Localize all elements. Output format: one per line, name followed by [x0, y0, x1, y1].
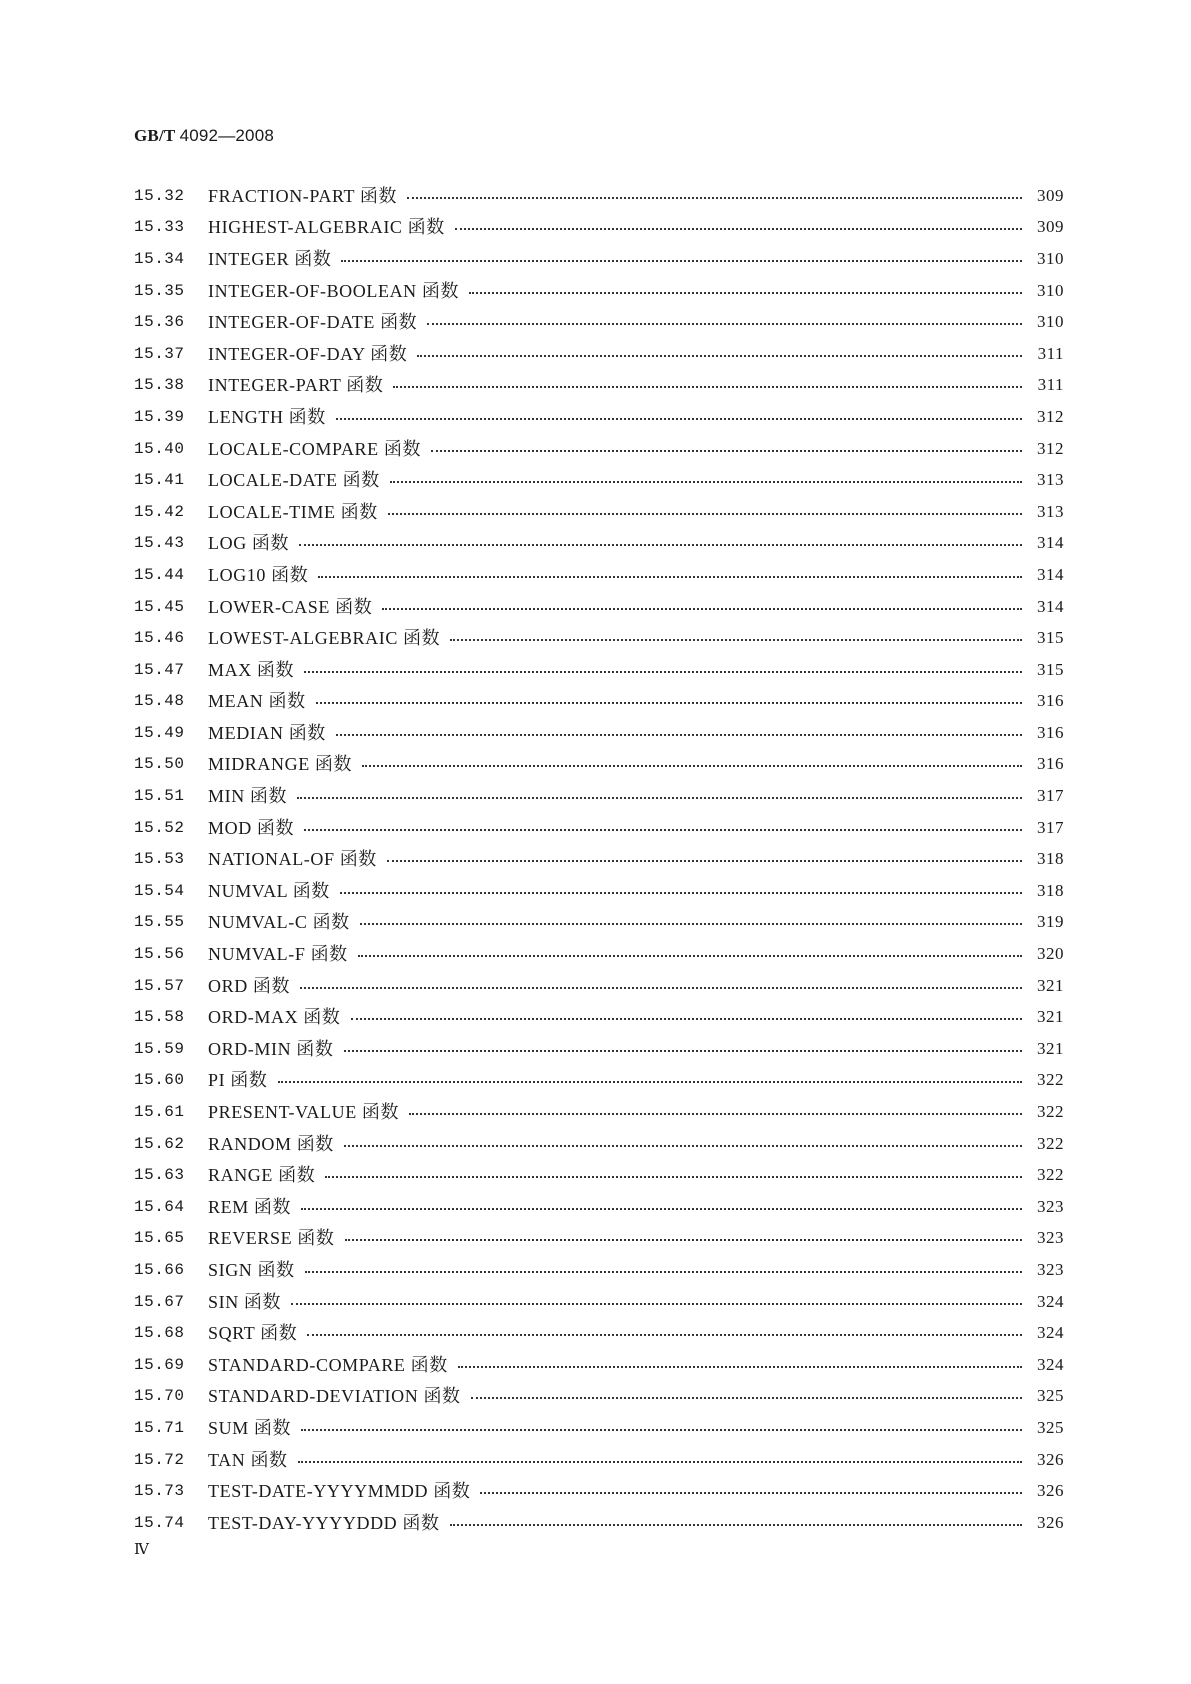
toc-entry-title: LOCALE-COMPARE 函数	[208, 438, 422, 459]
toc-entry-number: 15.46	[134, 629, 185, 648]
toc-entry-title: LOWEST-ALGEBRAIC 函数	[208, 628, 441, 649]
toc-entry-number: 15.50	[134, 755, 185, 774]
toc-entry-page: 326	[1037, 1449, 1064, 1469]
toc-entry-title: NATIONAL-OF 函数	[208, 849, 377, 870]
toc-entry-title: MIDRANGE 函数	[208, 754, 353, 775]
toc-entry-number: 15.68	[134, 1324, 185, 1343]
toc-dot-leader	[471, 1397, 1022, 1399]
toc-entry[interactable]	[134, 686, 1064, 718]
toc-entry-number: 15.38	[134, 376, 185, 395]
toc-entry-title: STANDARD-COMPARE 函数	[208, 1354, 448, 1375]
toc-entry-page: 310	[1037, 280, 1064, 300]
toc-entry-page: 318	[1037, 849, 1064, 869]
toc-entry-page: 310	[1037, 312, 1064, 332]
toc-entry-number: 15.64	[134, 1197, 185, 1216]
toc-entry-number: 15.53	[134, 850, 185, 869]
toc-entry-page: 321	[1037, 975, 1064, 995]
toc-entry[interactable]	[134, 938, 1064, 970]
toc-entry[interactable]	[134, 875, 1064, 907]
toc-entry-page: 321	[1037, 1007, 1064, 1027]
toc-dot-leader	[344, 1145, 1022, 1147]
toc-entry[interactable]	[134, 528, 1064, 560]
toc-entry-title: INTEGER-OF-DAY 函数	[208, 343, 408, 364]
toc-dot-leader	[431, 450, 1022, 452]
toc-entry-page: 313	[1037, 501, 1064, 521]
table-of-contents	[134, 180, 1064, 1539]
toc-entry-number: 15.49	[134, 723, 185, 742]
toc-dot-leader	[304, 829, 1022, 831]
toc-entry-page: 310	[1037, 248, 1064, 268]
toc-entry-number: 15.45	[134, 597, 185, 616]
toc-entry-page: 315	[1037, 659, 1064, 679]
toc-entry[interactable]	[134, 1349, 1064, 1381]
toc-entry-title: NUMVAL-F 函数	[208, 944, 348, 965]
toc-dot-leader	[387, 860, 1022, 862]
toc-dot-leader	[344, 1050, 1023, 1052]
toc-entry-number: 15.61	[134, 1103, 185, 1122]
toc-dot-leader	[301, 1429, 1022, 1431]
toc-dot-leader	[307, 1334, 1022, 1336]
toc-entry-page: 322	[1037, 1133, 1064, 1153]
toc-dot-leader	[455, 228, 1022, 230]
toc-entry[interactable]	[134, 1191, 1064, 1223]
toc-entry-title: LOG10 函数	[208, 564, 309, 585]
toc-entry-page: 312	[1037, 438, 1064, 458]
toc-dot-leader	[388, 513, 1022, 515]
toc-entry[interactable]	[134, 1381, 1064, 1413]
toc-entry-page: 313	[1037, 470, 1064, 490]
toc-entry-title: SIGN 函数	[208, 1259, 295, 1280]
toc-entry-number: 15.69	[134, 1355, 185, 1374]
toc-entry[interactable]	[134, 1128, 1064, 1160]
toc-entry-number: 15.32	[134, 186, 185, 205]
toc-entry-title: FRACTION-PART 函数	[208, 185, 398, 206]
toc-entry-title: REVERSE 函数	[208, 1228, 335, 1249]
toc-entry-number: 15.55	[134, 913, 185, 932]
toc-entry-page: 323	[1037, 1196, 1064, 1216]
toc-entry-page: 311	[1037, 343, 1064, 363]
toc-entry-page: 325	[1037, 1417, 1064, 1437]
toc-entry-page: 326	[1037, 1481, 1064, 1501]
toc-entry[interactable]	[134, 180, 1064, 212]
toc-entry-title: INTEGER-OF-BOOLEAN 函数	[208, 280, 460, 301]
toc-entry-number: 15.34	[134, 249, 185, 268]
toc-entry-title: MOD 函数	[208, 817, 295, 838]
toc-entry-title: SQRT 函数	[208, 1323, 298, 1344]
toc-entry-page: 325	[1037, 1386, 1064, 1406]
toc-dot-leader	[316, 702, 1022, 704]
toc-entry-page: 322	[1037, 1070, 1064, 1090]
toc-entry-page: 312	[1037, 406, 1064, 426]
toc-entry[interactable]	[134, 970, 1064, 1002]
toc-entry-title: REM 函数	[208, 1196, 292, 1217]
toc-entry-page: 309	[1037, 185, 1064, 205]
toc-entry[interactable]	[134, 401, 1064, 433]
toc-entry[interactable]	[134, 1096, 1064, 1128]
toc-entry-page: 314	[1037, 596, 1064, 616]
toc-entry-page: 322	[1037, 1165, 1064, 1185]
toc-entry[interactable]	[134, 1317, 1064, 1349]
toc-dot-leader	[480, 1492, 1022, 1494]
toc-entry[interactable]	[134, 780, 1064, 812]
toc-entry-page: 324	[1037, 1354, 1064, 1374]
toc-entry-title: ORD 函数	[208, 975, 291, 996]
toc-dot-leader	[299, 544, 1022, 546]
toc-entry[interactable]	[134, 559, 1064, 591]
toc-entry[interactable]	[134, 1286, 1064, 1318]
toc-entry-page: 326	[1037, 1512, 1064, 1532]
toc-dot-leader	[297, 797, 1022, 799]
toc-entry[interactable]	[134, 1159, 1064, 1191]
toc-entry-title: HIGHEST-ALGEBRAIC 函数	[208, 217, 445, 238]
toc-entry[interactable]	[134, 1065, 1064, 1097]
toc-entry-number: 15.51	[134, 787, 185, 806]
toc-dot-leader	[469, 292, 1022, 294]
toc-entry-title: STANDARD-DEVIATION 函数	[208, 1386, 461, 1407]
toc-entry[interactable]	[134, 370, 1064, 402]
toc-entry[interactable]	[134, 1412, 1064, 1444]
toc-entry-title: RANGE 函数	[208, 1165, 316, 1186]
toc-entry-number: 15.56	[134, 945, 185, 964]
toc-entry-title: RANDOM 函数	[208, 1133, 334, 1154]
toc-entry-number: 15.48	[134, 692, 185, 711]
toc-entry[interactable]	[134, 1223, 1064, 1255]
toc-entry-number: 15.65	[134, 1229, 185, 1248]
toc-entry-title: LOWER-CASE 函数	[208, 596, 373, 617]
toc-entry-title: ORD-MIN 函数	[208, 1038, 334, 1059]
toc-dot-leader	[393, 386, 1022, 388]
toc-dot-leader	[318, 576, 1022, 578]
toc-entry-number: 15.43	[134, 534, 185, 553]
toc-dot-leader	[301, 1208, 1022, 1210]
toc-dot-leader	[300, 987, 1022, 989]
toc-entry-title: INTEGER 函数	[208, 248, 332, 269]
toc-entry[interactable]	[134, 654, 1064, 686]
toc-dot-leader	[351, 1018, 1022, 1020]
toc-entry-title: LOG 函数	[208, 533, 290, 554]
toc-entry[interactable]	[134, 212, 1064, 244]
toc-entry-number: 15.71	[134, 1418, 185, 1437]
toc-entry[interactable]	[134, 464, 1064, 496]
toc-dot-leader	[304, 671, 1022, 673]
toc-entry-title: TEST-DATE-YYYYMMDD 函数	[208, 1481, 471, 1502]
toc-entry-page: 321	[1037, 1038, 1064, 1058]
toc-entry[interactable]	[134, 1254, 1064, 1286]
toc-entry-number: 15.54	[134, 881, 185, 900]
toc-entry-number: 15.33	[134, 218, 185, 237]
toc-dot-leader	[450, 639, 1022, 641]
toc-entry[interactable]	[134, 717, 1064, 749]
toc-dot-leader	[358, 955, 1022, 957]
document-header	[134, 126, 274, 146]
toc-entry-number: 15.59	[134, 1039, 185, 1058]
toc-dot-leader	[427, 323, 1022, 325]
toc-entry-page: 323	[1037, 1228, 1064, 1248]
page-number-footer: Ⅳ	[134, 1542, 149, 1558]
toc-entry-number: 15.37	[134, 344, 185, 363]
toc-entry-page: 319	[1037, 912, 1064, 932]
toc-entry-number: 15.40	[134, 439, 185, 458]
toc-entry-number: 15.36	[134, 313, 185, 332]
standard-prefix: GB/T	[134, 126, 176, 145]
toc-entry-page: 322	[1037, 1102, 1064, 1122]
toc-entry-page: 315	[1037, 628, 1064, 648]
toc-entry-title: PI 函数	[208, 1070, 268, 1091]
toc-entry-page: 311	[1037, 375, 1064, 395]
toc-entry[interactable]	[134, 433, 1064, 465]
toc-dot-leader	[450, 1524, 1022, 1526]
toc-entry-title: LOCALE-DATE 函数	[208, 470, 380, 491]
toc-entry-title: MIN 函数	[208, 786, 288, 807]
toc-entry[interactable]	[134, 1507, 1064, 1539]
toc-entry-title: LOCALE-TIME 函数	[208, 501, 378, 522]
toc-entry-number: 15.63	[134, 1166, 185, 1185]
standard-number: 4092—2008	[179, 126, 275, 145]
toc-entry[interactable]	[134, 243, 1064, 275]
toc-dot-leader	[278, 1081, 1022, 1083]
toc-dot-leader	[345, 1239, 1022, 1241]
toc-entry-title: TAN 函数	[208, 1449, 288, 1470]
toc-dot-leader	[325, 1176, 1022, 1178]
toc-entry-number: 15.73	[134, 1482, 185, 1501]
toc-entry-title: SUM 函数	[208, 1417, 292, 1438]
toc-entry-title: MAX 函数	[208, 659, 295, 680]
toc-entry[interactable]	[134, 338, 1064, 370]
toc-entry-number: 15.44	[134, 565, 185, 584]
toc-entry-number: 15.57	[134, 976, 185, 995]
toc-dot-leader	[360, 923, 1022, 925]
toc-entry[interactable]	[134, 1444, 1064, 1476]
toc-entry-number: 15.72	[134, 1450, 185, 1469]
toc-dot-leader	[362, 765, 1022, 767]
toc-entry[interactable]	[134, 306, 1064, 338]
toc-dot-leader	[340, 892, 1022, 894]
toc-entry-page: 323	[1037, 1259, 1064, 1279]
toc-entry[interactable]	[134, 843, 1064, 875]
toc-entry[interactable]	[134, 907, 1064, 939]
toc-entry-page: 318	[1037, 880, 1064, 900]
toc-entry[interactable]	[134, 1001, 1064, 1033]
toc-dot-leader	[390, 481, 1022, 483]
toc-entry-title: INTEGER-OF-DATE 函数	[208, 312, 418, 333]
toc-entry-page: 317	[1037, 817, 1064, 837]
toc-entry-number: 15.42	[134, 502, 185, 521]
toc-entry-title: INTEGER-PART 函数	[208, 375, 384, 396]
toc-entry-number: 15.39	[134, 407, 185, 426]
toc-entry[interactable]	[134, 275, 1064, 307]
toc-entry[interactable]	[134, 749, 1064, 781]
toc-entry[interactable]	[134, 1475, 1064, 1507]
toc-dot-leader	[409, 1113, 1022, 1115]
toc-entry-title: ORD-MAX 函数	[208, 1007, 341, 1028]
toc-entry-number: 15.66	[134, 1260, 185, 1279]
toc-dot-leader	[407, 197, 1022, 199]
toc-entry[interactable]	[134, 1033, 1064, 1065]
toc-entry-page: 314	[1037, 533, 1064, 553]
toc-dot-leader	[341, 260, 1022, 262]
toc-entry-number: 15.70	[134, 1387, 185, 1406]
toc-entry-title: TEST-DAY-YYYYDDD 函数	[208, 1512, 440, 1533]
toc-entry-number: 15.67	[134, 1292, 185, 1311]
toc-entry-title: NUMVAL 函数	[208, 880, 330, 901]
toc-entry[interactable]	[134, 622, 1064, 654]
toc-entry-title: NUMVAL-C 函数	[208, 912, 350, 933]
toc-entry-page: 324	[1037, 1291, 1064, 1311]
toc-entry-number: 15.58	[134, 1008, 185, 1027]
toc-entry-title: LENGTH 函数	[208, 406, 326, 427]
toc-entry-page: 317	[1037, 786, 1064, 806]
toc-dot-leader	[336, 418, 1022, 420]
toc-dot-leader	[336, 734, 1022, 736]
toc-entry[interactable]	[134, 812, 1064, 844]
toc-entry-number: 15.52	[134, 818, 185, 837]
toc-entry[interactable]	[134, 496, 1064, 528]
toc-entry-number: 15.47	[134, 660, 185, 679]
toc-dot-leader	[291, 1303, 1022, 1305]
toc-entry-page: 309	[1037, 217, 1064, 237]
toc-entry-number: 15.35	[134, 281, 185, 300]
toc-entry-title: MEAN 函数	[208, 691, 306, 712]
toc-entry-number: 15.60	[134, 1071, 185, 1090]
toc-dot-leader	[382, 608, 1022, 610]
toc-entry-number: 15.62	[134, 1134, 185, 1153]
toc-dot-leader	[417, 355, 1022, 357]
toc-entry-page: 314	[1037, 564, 1064, 584]
toc-entry-page: 324	[1037, 1323, 1064, 1343]
toc-entry-page: 316	[1037, 754, 1064, 774]
toc-entry-title: PRESENT-VALUE 函数	[208, 1102, 400, 1123]
toc-entry-page: 316	[1037, 691, 1064, 711]
toc-dot-leader	[305, 1271, 1022, 1273]
toc-entry-title: MEDIAN 函数	[208, 722, 326, 743]
toc-entry-number: 15.74	[134, 1513, 185, 1532]
toc-entry-number: 15.41	[134, 471, 185, 490]
toc-entry[interactable]	[134, 591, 1064, 623]
toc-entry-page: 320	[1037, 944, 1064, 964]
toc-entry-title: SIN 函数	[208, 1291, 282, 1312]
toc-entry-page: 316	[1037, 722, 1064, 742]
toc-dot-leader	[458, 1366, 1022, 1368]
toc-dot-leader	[298, 1461, 1022, 1463]
